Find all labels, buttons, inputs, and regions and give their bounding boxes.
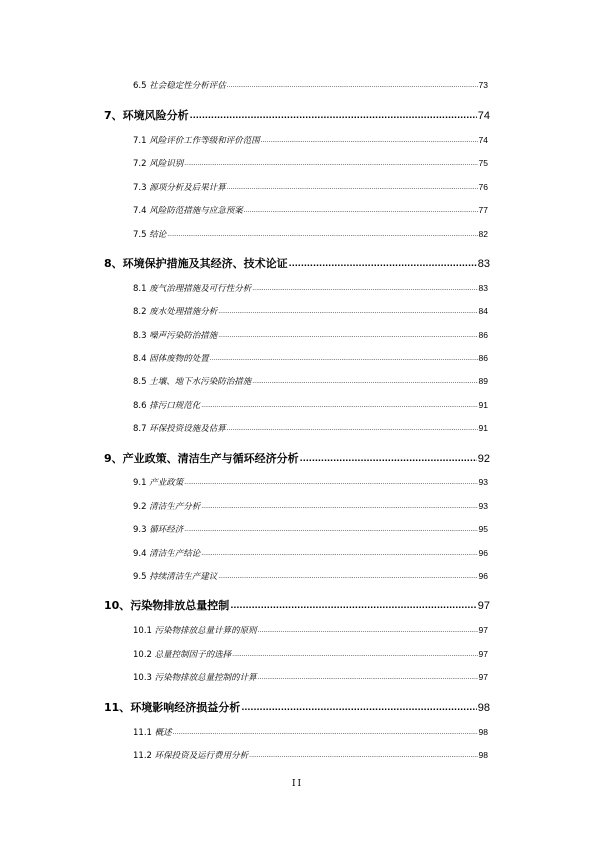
- toc-dot-leader: [167, 229, 477, 239]
- toc-entry-title: 土壤、地下水污染防治措施: [149, 377, 252, 387]
- toc-entry-number: 8.7: [133, 424, 150, 434]
- toc-section-entry[interactable]: [133, 726, 488, 738]
- toc-dot-leader: [300, 451, 477, 464]
- toc-entry-title: 总量控制因子的选择: [154, 650, 232, 660]
- toc-dot-leader: [190, 108, 477, 121]
- toc-dot-leader: [258, 625, 478, 635]
- toc-entry-label: [133, 547, 200, 559]
- toc-entry-title: 环保投资及运行费用分析: [154, 751, 249, 761]
- toc-dot-leader: [218, 306, 477, 316]
- toc-entry-number: 9.2: [133, 502, 150, 512]
- toc-entry-number: 9、: [104, 452, 123, 465]
- toc-section-entry[interactable]: [133, 305, 488, 317]
- toc-section-entry[interactable]: [133, 134, 488, 146]
- toc-entry-label: [133, 671, 257, 683]
- toc-entry-title: 风险防范措施与应急预案: [149, 206, 243, 216]
- toc-entry-number: 8.4: [133, 354, 150, 364]
- toc-entry-number: 10.1: [133, 626, 155, 636]
- toc-section-entry[interactable]: [133, 157, 488, 169]
- toc-entry-label: [133, 624, 257, 636]
- toc-entry-title: 环境保护措施及其经济、技术论证: [122, 257, 288, 270]
- toc-dot-leader: [227, 80, 478, 90]
- toc-entry-number: 9.4: [133, 549, 150, 559]
- toc-entry-title: 污染物排放总量控制的计算: [154, 673, 257, 683]
- toc-entry-title: 概述: [154, 728, 172, 738]
- toc-entry-label: [133, 476, 183, 488]
- toc-entry-title: 废气治理措施及可行性分析: [149, 284, 252, 294]
- toc-chapter-entry[interactable]: [104, 450, 490, 466]
- toc-entry-title: 风险识别: [149, 159, 184, 169]
- toc-entry-label: [133, 228, 166, 240]
- toc-entry-title: 清洁生产分析: [149, 502, 201, 512]
- toc-entry-label: [133, 523, 183, 535]
- toc-dot-leader: [184, 524, 477, 534]
- toc-entry-label: [133, 305, 217, 317]
- toc-entry-number: 7.2: [133, 159, 150, 169]
- toc-dot-leader: [289, 256, 477, 269]
- toc-entry-number: 6.5: [133, 81, 150, 91]
- toc-entry-label: [104, 450, 299, 466]
- toc-section-entry[interactable]: [133, 181, 488, 193]
- toc-page-number: 98: [478, 750, 488, 760]
- toc-page-number: 83: [478, 283, 488, 293]
- toc-dot-leader: [218, 571, 477, 581]
- toc-entry-label: [104, 255, 288, 271]
- toc-dot-leader: [244, 205, 478, 215]
- toc-dot-leader: [173, 727, 478, 737]
- toc-entry-label: [133, 352, 209, 364]
- toc-section-entry[interactable]: [133, 624, 488, 636]
- toc-entry-number: 9.3: [133, 525, 150, 535]
- toc-entry-label: [133, 749, 248, 761]
- toc-page-number: 96: [478, 548, 488, 558]
- toc-dot-leader: [201, 548, 477, 558]
- toc-page-number: 97: [478, 672, 488, 682]
- toc-chapter-entry[interactable]: [104, 597, 490, 613]
- toc-entry-title: 环保投资设施及估算: [149, 424, 226, 434]
- toc-entry-title: 排污口规范化: [149, 401, 201, 411]
- toc-section-entry[interactable]: [133, 500, 488, 512]
- toc-entry-number: 10、: [104, 599, 131, 612]
- toc-entry-label: [133, 79, 226, 91]
- toc-dot-leader: [241, 700, 476, 713]
- toc-page-number: 95: [478, 524, 488, 534]
- toc-dot-leader: [184, 477, 477, 487]
- toc-section-entry[interactable]: [133, 749, 488, 761]
- toc-page-number: 75: [478, 158, 488, 168]
- toc-entry-number: 10.3: [133, 673, 155, 683]
- toc-dot-leader: [227, 423, 478, 433]
- toc-page-number: 77: [478, 205, 488, 215]
- toc-entry-title: 清洁生产结论: [149, 549, 201, 559]
- toc-entry-label: [133, 181, 226, 193]
- toc-page-number: 89: [478, 376, 488, 386]
- toc-entry-number: 10.2: [133, 650, 155, 660]
- toc-entry-number: 11.1: [133, 728, 155, 738]
- toc-entry-number: 8.1: [133, 284, 150, 294]
- toc-entry-label: [133, 726, 172, 738]
- toc-entry-label: [133, 399, 200, 411]
- toc-page-number: 97: [478, 649, 488, 659]
- toc-entry-label: [133, 282, 251, 294]
- toc-page-number: 84: [478, 306, 488, 316]
- toc-entry-label: [133, 157, 183, 169]
- toc-entry-label: [133, 204, 243, 216]
- toc-entry-number: 9.1: [133, 478, 150, 488]
- toc-section-entry[interactable]: [133, 570, 488, 582]
- toc-page-number: 97: [477, 600, 490, 612]
- toc-section-entry[interactable]: [133, 375, 488, 387]
- toc-entry-number: 11、: [104, 701, 131, 714]
- toc-page-number: 73: [478, 80, 488, 90]
- toc-entry-label: [133, 375, 251, 387]
- toc-entry-label: [104, 699, 240, 715]
- toc-dot-leader: [218, 330, 477, 340]
- toc-entry-number: 7.3: [133, 183, 150, 193]
- toc-page-number: 76: [478, 182, 488, 192]
- toc-dot-leader: [232, 649, 477, 659]
- toc-entry-number: 8.3: [133, 331, 150, 341]
- toc-entry-title: 结论: [149, 230, 167, 240]
- toc-page-number: 96: [478, 571, 488, 581]
- toc-entry-title: 环境影响经济损益分析: [130, 701, 241, 714]
- toc-entry-number: 8.5: [133, 377, 150, 387]
- toc-dot-leader: [201, 400, 477, 410]
- toc-entry-label: [133, 329, 217, 341]
- toc-chapter-entry[interactable]: [104, 699, 490, 715]
- toc-section-entry[interactable]: [133, 228, 488, 240]
- toc-section-entry[interactable]: [133, 399, 488, 411]
- toc-entry-title: 污染物排放总量控制: [130, 599, 230, 612]
- toc-entry-title: 持续清洁生产建议: [149, 572, 218, 582]
- toc-entry-number: 11.2: [133, 751, 155, 761]
- toc-dot-leader: [261, 135, 478, 145]
- toc-entry-number: 8、: [104, 257, 123, 270]
- toc-entry-title: 环境风险分析: [122, 109, 189, 122]
- toc-section-entry[interactable]: [133, 352, 488, 364]
- toc-page-number: 91: [478, 423, 488, 433]
- toc-dot-leader: [252, 283, 477, 293]
- toc-page-number: 91: [478, 400, 488, 410]
- toc-chapter-entry[interactable]: [104, 107, 490, 123]
- toc-dot-leader: [258, 672, 478, 682]
- toc-chapter-entry[interactable]: [104, 255, 490, 271]
- toc-page-number: 93: [478, 477, 488, 487]
- toc-entry-label: [133, 422, 226, 434]
- toc-section-entry[interactable]: [133, 476, 488, 488]
- toc-section-entry[interactable]: [133, 204, 488, 216]
- toc-entry-number: 8.6: [133, 401, 150, 411]
- toc-entry-number: 9.5: [133, 572, 150, 582]
- toc-section-entry[interactable]: [133, 547, 488, 559]
- toc-entry-label: [133, 500, 200, 512]
- toc-page-number: 98: [478, 727, 488, 737]
- toc-dot-leader: [201, 501, 477, 511]
- toc-dot-leader: [249, 750, 477, 760]
- toc-page-number: 86: [478, 330, 488, 340]
- toc-entry-title: 产业政策、清洁生产与循环经济分析: [122, 452, 299, 465]
- toc-entry-title: 循环经济: [149, 525, 184, 535]
- toc-section-entry[interactable]: [133, 523, 488, 535]
- toc-page-number: 74: [478, 135, 488, 145]
- toc-entry-number: 7.4: [133, 206, 150, 216]
- toc-page-number: 83: [477, 258, 490, 270]
- toc-entry-number: 7.5: [133, 230, 150, 240]
- toc-entry-label: [133, 648, 231, 660]
- toc-entry-label: [133, 570, 217, 582]
- toc-page-number: 93: [478, 501, 488, 511]
- toc-dot-leader: [210, 353, 478, 363]
- toc-entry-title: 固体废物的处置: [149, 354, 209, 364]
- toc-entry-title: 社会稳定性分析评估: [149, 81, 226, 91]
- toc-entry-number: 7.1: [133, 136, 150, 146]
- toc-section-entry[interactable]: [133, 282, 488, 294]
- toc-section-entry[interactable]: [133, 671, 488, 683]
- toc-section-entry[interactable]: [133, 329, 488, 341]
- toc-entry-number: 8.2: [133, 307, 150, 317]
- toc-page-number: 98: [477, 702, 490, 714]
- page-number-footer: II: [291, 779, 304, 789]
- toc-page-number: 86: [478, 353, 488, 363]
- toc-page-number: 74: [477, 110, 490, 122]
- toc-entry-label: [104, 597, 229, 613]
- toc-entry-label: [104, 107, 189, 123]
- toc-page-number: 92: [477, 453, 490, 465]
- toc-entry-title: 污染物排放总量计算的原则: [154, 626, 257, 636]
- toc-entry-title: 噪声污染防治措施: [149, 331, 218, 341]
- toc-entry-title: 废水处理措施分析: [149, 307, 218, 317]
- toc-entry-label: [133, 134, 260, 146]
- toc-page-number: 82: [478, 229, 488, 239]
- toc-entry-title: 风险评价工作等级和评价范围: [149, 136, 260, 146]
- toc-section-entry[interactable]: [133, 648, 488, 660]
- toc-entry-title: 源项分析及后果计算: [149, 183, 226, 193]
- toc-section-entry[interactable]: [133, 422, 488, 434]
- toc-dot-leader: [252, 376, 477, 386]
- toc-dot-leader: [227, 182, 478, 192]
- toc-entry-title: 产业政策: [149, 478, 184, 488]
- toc-section-entry[interactable]: [133, 79, 488, 91]
- toc-entry-number: 7、: [104, 109, 123, 122]
- toc-page-number: 97: [478, 625, 488, 635]
- toc-dot-leader: [230, 598, 476, 611]
- toc-dot-leader: [184, 158, 477, 168]
